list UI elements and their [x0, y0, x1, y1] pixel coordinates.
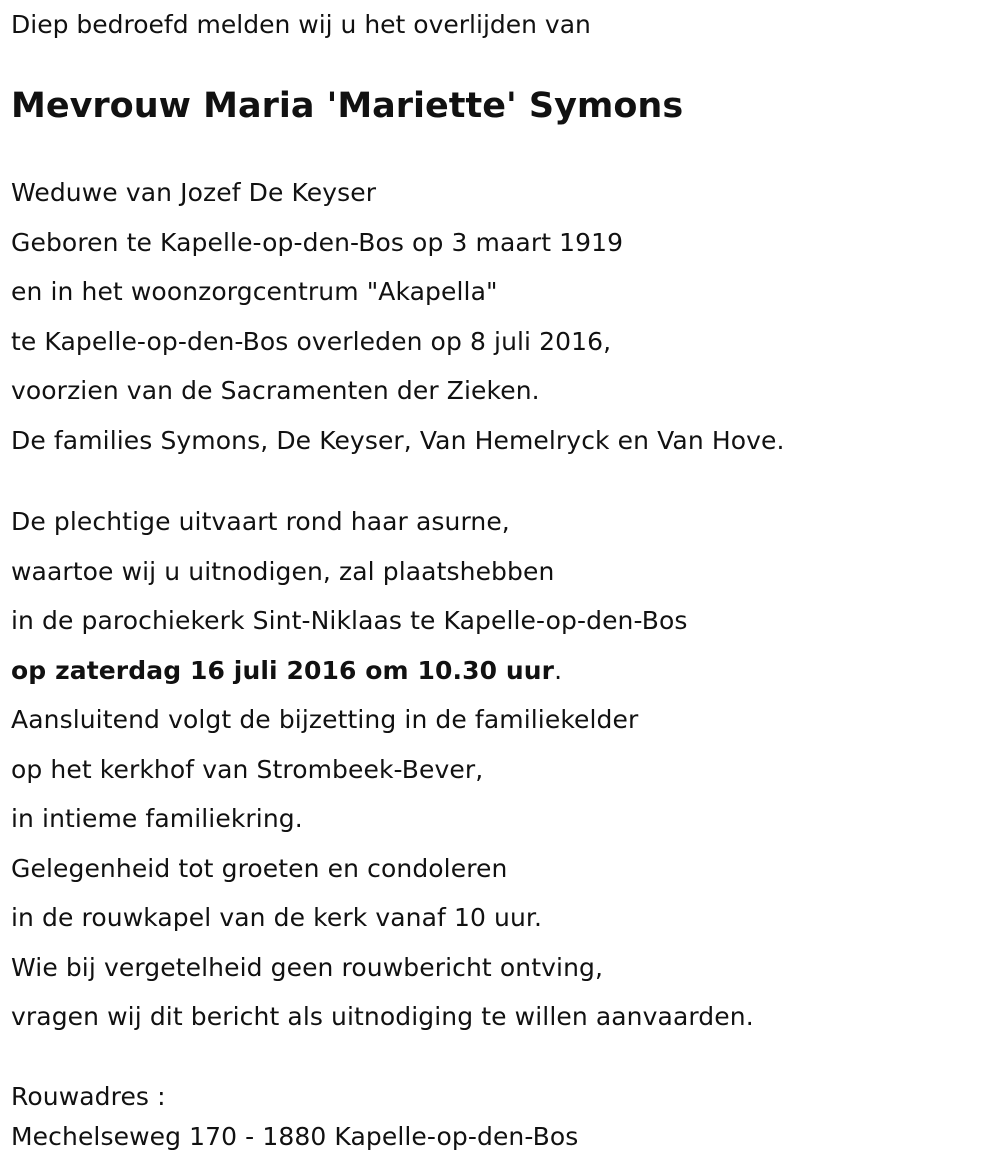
funeral-block — [11, 497, 754, 1042]
funeral-datetime-line — [11, 646, 754, 696]
funeral-datetime: op zaterdag 16 juli 2016 om 10.30 uur — [11, 655, 555, 685]
funeral-line: op het kerkhof van Strombeek-Bever, — [11, 754, 484, 784]
intro-text: Diep bedroefd melden wij u het overlijden van — [11, 10, 591, 39]
details-block — [11, 168, 785, 465]
funeral-line: vragen wij dit bericht als uitnodiging te willen aanvaarden. — [11, 1002, 754, 1031]
address-label: Rouwadres : — [11, 1082, 166, 1111]
funeral-line: Gelegenheid tot groeten en condoleren — [11, 853, 508, 883]
address-value: Mechelseweg 170 - 1880 Kapelle-op-den-Bos — [11, 1122, 579, 1151]
detail-line: Geboren te Kapelle-op-den-Bos op 3 maart 1919 — [11, 227, 624, 257]
deceased-name: Mevrouw Maria 'Mariette' Symons — [11, 86, 684, 126]
funeral-line: Wie bij vergetelheid geen rouwbericht ontving, — [11, 952, 604, 982]
funeral-line: waartoe wij u uitnodigen, zal plaatshebben — [11, 556, 555, 586]
detail-line: voorzien van de Sacramenten der Zieken. — [11, 376, 540, 405]
funeral-line: De plechtige uitvaart rond haar asurne, — [11, 507, 510, 536]
address-block — [11, 1077, 578, 1157]
detail-line: De families Symons, De Keyser, Van Hemelryck en Van Hove. — [11, 425, 785, 455]
funeral-line: in intieme familiekring. — [11, 804, 303, 833]
funeral-line: Aansluitend volgt de bijzetting in de familiekelder — [11, 705, 639, 734]
detail-line: te Kapelle-op-den-Bos overleden op 8 juli 2016, — [11, 326, 612, 356]
funeral-line: in de rouwkapel van de kerk vanaf 10 uur. — [11, 903, 543, 932]
funeral-datetime-suffix: . — [554, 655, 563, 685]
detail-line: en in het woonzorgcentrum "Akapella" — [11, 277, 498, 306]
funeral-line: in de parochiekerk Sint-Niklaas te Kapelle-op-den-Bos — [11, 606, 688, 635]
detail-line: Weduwe van Jozef De Keyser — [11, 178, 377, 207]
